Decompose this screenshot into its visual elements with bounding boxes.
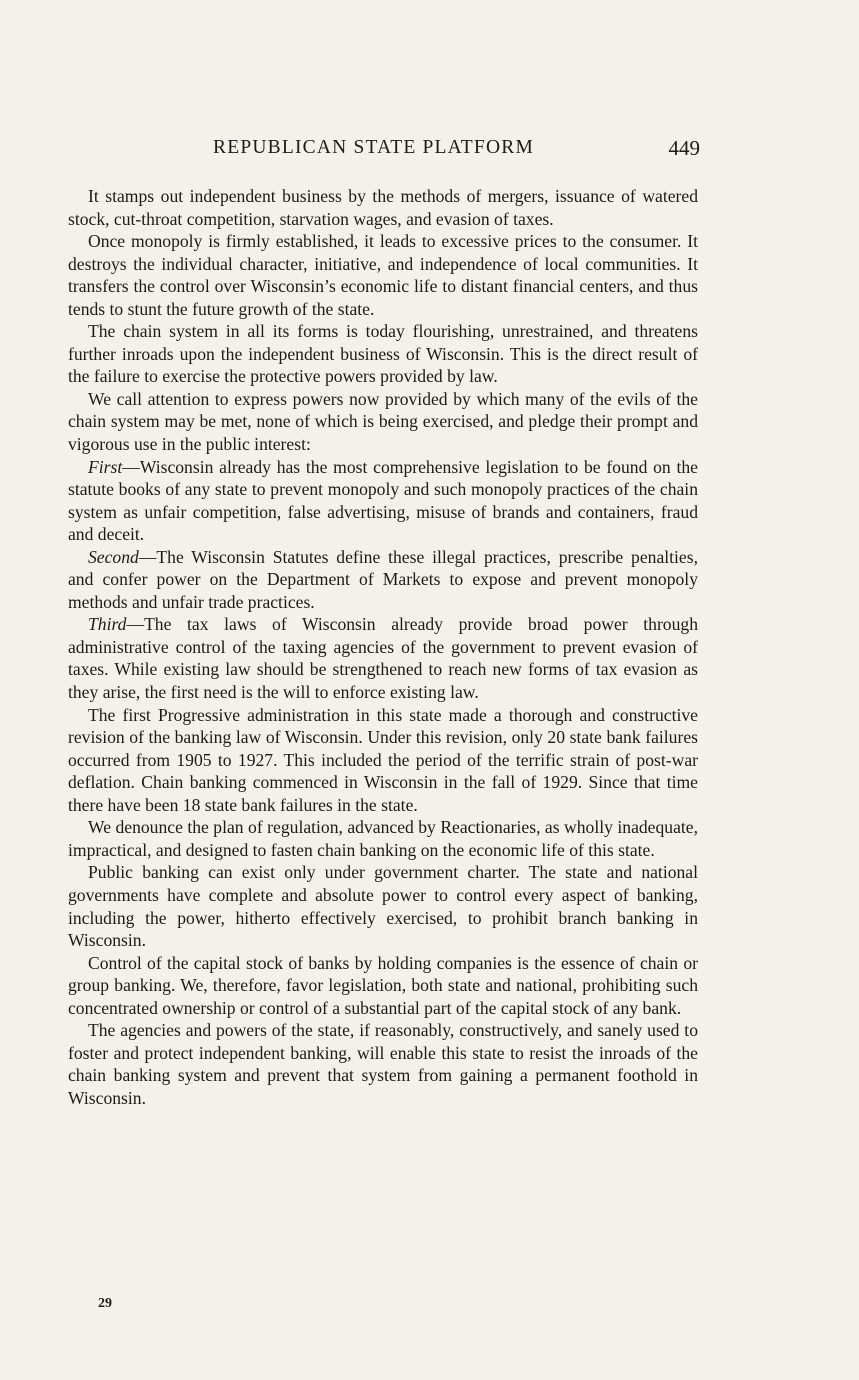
paragraph-lead: First xyxy=(88,456,123,477)
paragraph-lead: Second xyxy=(88,546,139,567)
paragraph-second: Second—The Wisconsin Statutes define these illegal practices, prescribe penalties, and confer power on the Department of Markets to expose and prevent monopoly methods and unfair trade practices. xyxy=(68,546,698,612)
paragraph: The chain system in all its forms is today flourishing, unrestrained, and threatens further inroads upon the independent business of Wisconsin. This is the direct result of the failure to exercise the protective powers provided by law. xyxy=(68,321,698,387)
page-header xyxy=(68,137,700,167)
paragraph-third: Third—The tax laws of Wisconsin already provide broad power through administrative control of the taxing agencies of the government to prevent evasion of taxes. While existing law should be strengthened to reach new forms of tax evasion as they arise, the first need is the will to enforce existing law. xyxy=(68,614,698,703)
paragraph-first: First—Wisconsin already has the most comprehensive legislation to be found on the statute books of any state to prevent monopoly and such monopoly practices of the chain system as unfair competition, false advertising, misuse of brands and containers, fraud and deceit. xyxy=(68,456,698,545)
signature-mark: 29 xyxy=(98,1296,112,1311)
page-number: 449 xyxy=(668,136,700,160)
paragraph: We denounce the plan of regulation, advanced by Reactionaries, as wholly inadequate, impractical, and designed to fasten chain banking on the economic life of this state. xyxy=(68,817,698,860)
body-text xyxy=(68,185,698,1109)
paragraph: The agencies and powers of the state, if reasonably, constructively, and sanely used to foster and protect independent banking, will enable this state to resist the inroads of the chain banking system and prevent that system from gaining a permanent foothold in Wisconsin. xyxy=(68,1020,698,1108)
paragraph: The first Progressive administration in this state made a thorough and constructive revision of the banking law of Wisconsin. Under this revision, only 20 state bank failures occurred from 1905 to 1927. This included the period of the terrific strain of post-war deflation. Chain banking commenced in Wisconsin in the fall of 1929. Since that time there have been 18 state bank failures in the state. xyxy=(68,704,698,815)
paragraph-lead: Third xyxy=(88,614,127,635)
paragraph: Control of the capital stock of banks by holding companies is the essence of chain or group banking. We, therefore, favor legislation, both state and national, prohibiting such concentrated ownership or control of a substantial part of the capital stock of any bank. xyxy=(68,952,698,1018)
paragraph: Public banking can exist only under government charter. The state and national governments have complete and absolute power to control every aspect of banking, including the power, hitherto effectively exercised, to prohibit branch banking in Wisconsin. xyxy=(68,862,698,951)
paragraph: We call attention to express powers now provided by which many of the evils of the chain system may be met, none of which is being exercised, and pledge their prompt and vigorous use in the public interest: xyxy=(68,388,698,455)
running-head: REPUBLICAN STATE PLATFORM xyxy=(213,137,534,158)
paragraph: It stamps out independent business by the methods of mergers, issuance of watered stock, cut-throat competition, starvation wages, and evasion of taxes. xyxy=(68,186,698,229)
paragraph: Once monopoly is firmly established, it leads to excessive prices to the consumer. It destroys the individual character, initiative, and independence of local communities. It transfers the control over Wisconsin’s economic life to distant financial centers, and thus tends to stunt the future growth of the state. xyxy=(68,231,698,319)
